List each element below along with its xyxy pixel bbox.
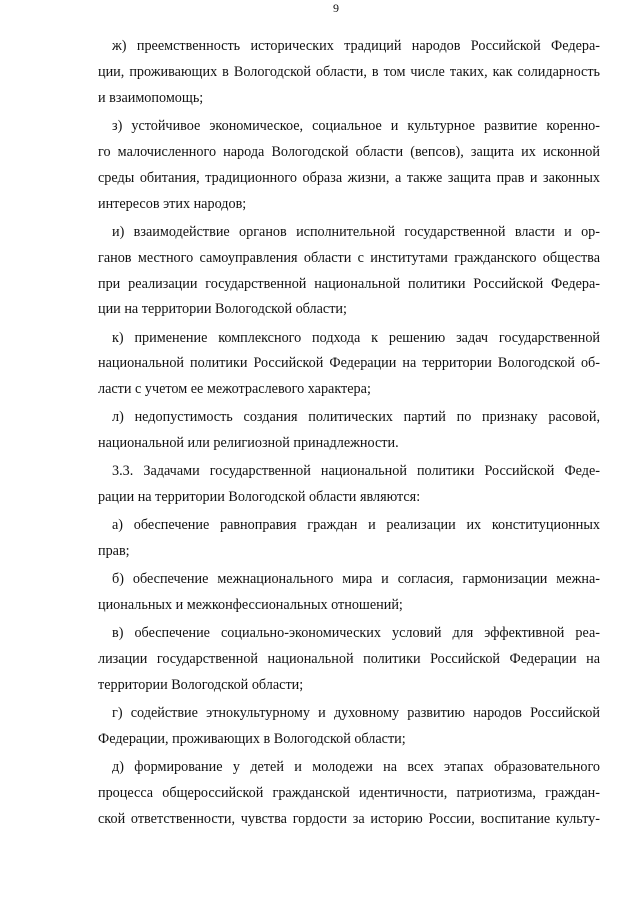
paragraph-zh <box>98 34 600 112</box>
paragraph-k <box>98 326 600 404</box>
page-number: 9 <box>333 1 339 15</box>
paragraph-v <box>98 621 600 699</box>
paragraph-b <box>98 567 600 619</box>
text-line: ской ответственности, чувства гордости за историю России, воспитание культу- <box>98 811 600 828</box>
text-line: национальной политики Российской Федерации на территории Вологодской об- <box>98 355 600 372</box>
paragraph-a <box>98 513 600 565</box>
text-line: Федерации, проживающих в Вологодской области; <box>98 731 406 748</box>
text-line: среды обитания, традиционного образа жизни, а также защита прав и законных <box>98 169 600 186</box>
paragraph-l <box>98 405 600 457</box>
text-line: 3.3. Задачами государственной национальной политики Российской Феде- <box>112 463 600 480</box>
text-line: б) обеспечение межнационального мира и согласия, гармонизации межна- <box>112 571 600 588</box>
paragraph-section-3-3 <box>98 459 600 511</box>
text-line: д) формирование у детей и молодежи на всех этапах образовательного <box>112 759 600 776</box>
paragraph-z <box>98 114 600 218</box>
text-line: г) содействие этнокультурному и духовному развитию народов Российской <box>112 705 600 722</box>
text-line: национальной или религиозной принадлежности. <box>98 435 399 452</box>
text-line: ганов местного самоуправления области с институтами гражданского общества <box>98 249 600 266</box>
text-line: ции на территории Вологодской области; <box>98 301 347 318</box>
text-line: рации на территории Вологодской области являются: <box>98 489 421 506</box>
document-body <box>98 34 600 833</box>
text-line: циональных и межконфессиональных отношений; <box>98 597 403 614</box>
text-line: интересов этих народов; <box>98 195 247 212</box>
paragraph-g <box>98 701 600 753</box>
text-line: го малочисленного народа Вологодской области (вепсов), защита их исконной <box>98 143 600 160</box>
text-line: в) обеспечение социально-экономических условий для эффективной реа- <box>112 625 600 642</box>
text-line: территории Вологодской области; <box>98 677 304 694</box>
text-line: и взаимопомощь; <box>98 89 204 106</box>
text-line: к) применение комплексного подхода к решению задач государственной <box>112 329 600 346</box>
text-line: процесса общероссийской гражданской идентичности, патриотизма, граждан- <box>98 785 600 802</box>
text-line: лизации государственной национальной политики Российской Федерации на <box>98 651 600 668</box>
text-line: з) устойчивое экономическое, социальное и культурное развитие коренно- <box>112 117 600 134</box>
text-line: ции, проживающих в Вологодской области, в том числе таких, как солидарность <box>98 63 600 80</box>
text-line: ж) преемственность исторических традиций народов Российской Федера- <box>112 38 600 54</box>
paragraph-d <box>98 755 600 833</box>
text-line: и) взаимодействие органов исполнительной государственной власти и ор- <box>112 223 600 240</box>
text-line: а) обеспечение равноправия граждан и реализации их конституционных <box>112 517 600 534</box>
paragraph-i <box>98 220 600 324</box>
text-line: ласти с учетом ее межотраслевого характера; <box>98 381 371 398</box>
text-line: при реализации государственной национальной политики Российской Федера- <box>98 275 600 292</box>
text-line: прав; <box>98 543 130 560</box>
text-line: л) недопустимость создания политических партий по признаку расовой, <box>112 409 600 426</box>
